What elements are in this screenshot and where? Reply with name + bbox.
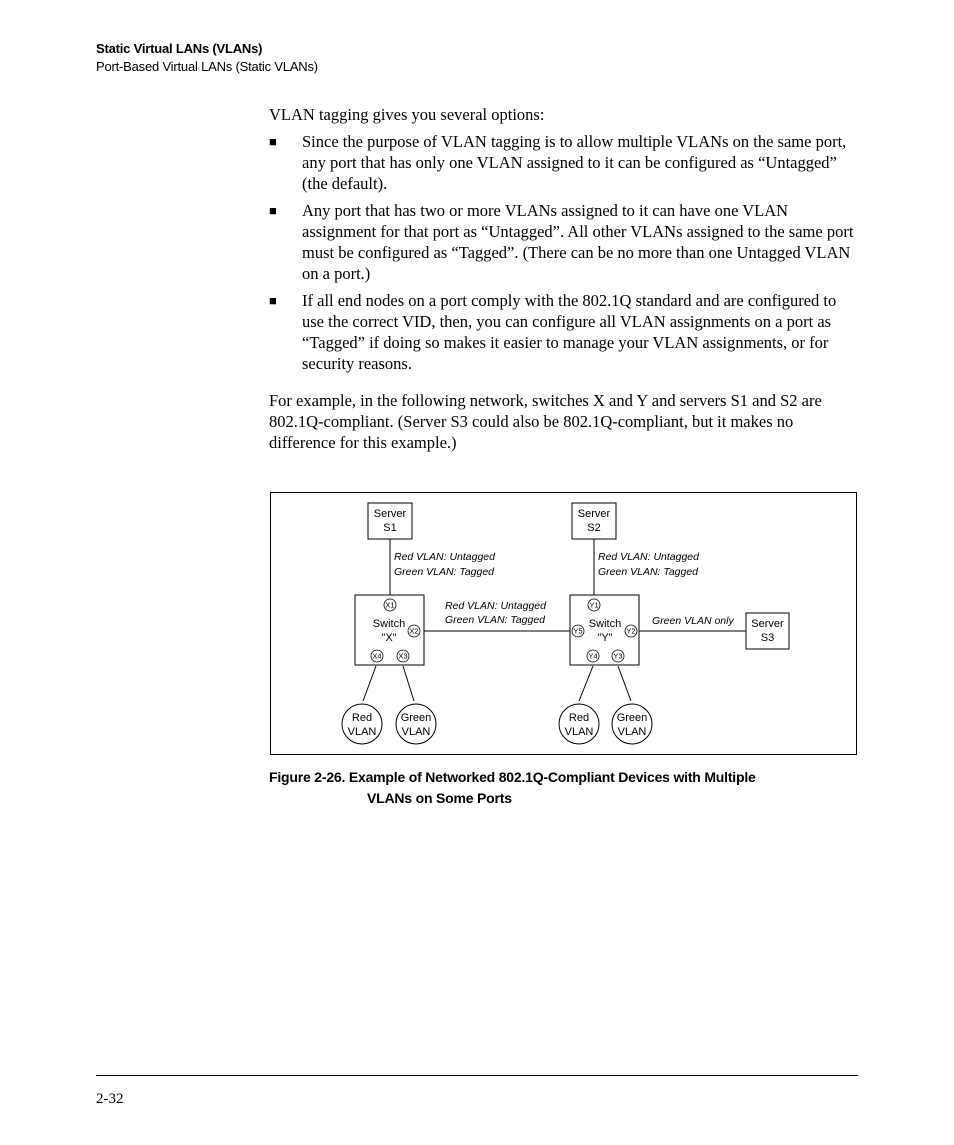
server-s2-label-2: S2 (587, 522, 601, 534)
list-item-text: Any port that has two or more VLANs assigned to it can have one VLAN assignment for that port as “Untagged”. All other VLANs assigned to the same port must be configured as “Tagged”. (There can be no more than one Untagged VLAN on a port.) (302, 201, 854, 283)
vlan-x-red-label-2: VLAN (347, 726, 377, 738)
port-y5-label: Y5 (573, 626, 583, 636)
vlan-x-red (342, 704, 382, 744)
link-s1-label-1: Red VLAN: Untagged (394, 551, 495, 563)
vlan-y-green-label-2: VLAN (617, 726, 647, 738)
running-header-subtitle: Port-Based Virtual LANs (Static VLANs) (96, 59, 318, 74)
link-s3-label: Green VLAN only (652, 615, 734, 627)
figure-caption (269, 767, 869, 809)
intro-paragraph: VLAN tagging gives you several options: (269, 105, 545, 124)
example-paragraph: For example, in the following network, switches X and Y and servers S1 and S2 are 802.1Q-compliant. (Server S3 could also be 802.1Q-compliant, but it makes no difference for this example.) (269, 391, 822, 452)
list-item (269, 131, 859, 194)
bullet-square-icon: ■ (269, 203, 277, 218)
link-x4-red-vlan (363, 666, 376, 701)
vlan-x-red-label-1: Red (351, 712, 373, 724)
link-s2-label-2: Green VLAN: Tagged (598, 566, 699, 578)
bullet-square-icon: ■ (269, 293, 277, 308)
list-item-text: If all end nodes on a port comply with the 802.1Q standard and are configured to use the correct VID, then, you can configure all VLAN assignments on a port as “Tagged” if doing so makes it easier to manage your VLAN assignments, or for security reasons. (302, 291, 837, 373)
switch-y (570, 595, 639, 665)
server-s2-label-1: Server (577, 508, 611, 520)
vlan-x-green (396, 704, 436, 744)
switch-y-label-2: "Y" (597, 632, 613, 644)
vlan-y-red-label-2: VLAN (564, 726, 594, 738)
vlan-y-red-label-1: Red (568, 712, 590, 724)
server-s2 (572, 503, 616, 539)
switch-y-label-1: Switch (588, 618, 622, 630)
page-number: 2-32 (96, 1091, 124, 1107)
server-s3 (746, 613, 789, 649)
link-s2-label-1: Red VLAN: Untagged (598, 551, 699, 563)
switch-x-label-2: "X" (381, 632, 397, 644)
port-y2-label: Y2 (626, 626, 636, 636)
options-list (269, 131, 859, 380)
server-s1 (368, 503, 412, 539)
list-item (269, 200, 859, 284)
server-s3-label-2: S3 (760, 632, 775, 644)
link-xy-label-2: Green VLAN: Tagged (445, 614, 546, 626)
running-header-title: Static Virtual LANs (VLANs) (96, 41, 263, 56)
port-y1-label: Y1 (589, 600, 599, 610)
link-x3-green-vlan (403, 666, 414, 701)
server-s1-label-2: S1 (383, 522, 397, 534)
bullet-square-icon: ■ (269, 134, 277, 149)
list-item (269, 290, 859, 374)
port-y3-label: Y3 (613, 651, 623, 661)
switch-x (355, 595, 424, 665)
vlan-y-red (559, 704, 599, 744)
figure-caption-line-1: Figure 2-26. Example of Networked 802.1Q-Compliant Devices with Multiple (269, 769, 756, 785)
link-y3-green-vlan (618, 666, 631, 701)
link-s1-label-2: Green VLAN: Tagged (394, 566, 495, 578)
figure-caption-line-2: VLANs on Some Ports (367, 790, 512, 806)
port-x3-label: X3 (398, 651, 408, 661)
link-xy-label-1: Red VLAN: Untagged (445, 600, 546, 612)
vlan-y-green (612, 704, 652, 744)
vlan-x-green-label-2: VLAN (401, 726, 431, 738)
list-item-text: Since the purpose of VLAN tagging is to allow multiple VLANs on the same port, any port that has only one VLAN assigned to it can be configured as “Untagged” (the default). (302, 132, 847, 193)
network-diagram (270, 492, 857, 755)
port-x4-label: X4 (372, 651, 382, 661)
port-x1-label: X1 (385, 600, 395, 610)
vlan-y-green-label-1: Green (616, 712, 648, 724)
server-s1-label-1: Server (373, 508, 407, 520)
vlan-x-green-label-1: Green (400, 712, 432, 724)
network-diagram-svg (271, 493, 858, 756)
port-x2-label: X2 (409, 626, 419, 636)
link-y4-red-vlan (579, 666, 593, 701)
footer-divider (96, 1075, 858, 1076)
port-y4-label: Y4 (588, 651, 598, 661)
server-s3-label-1: Server (751, 618, 784, 630)
switch-x-label-1: Switch (372, 618, 406, 630)
